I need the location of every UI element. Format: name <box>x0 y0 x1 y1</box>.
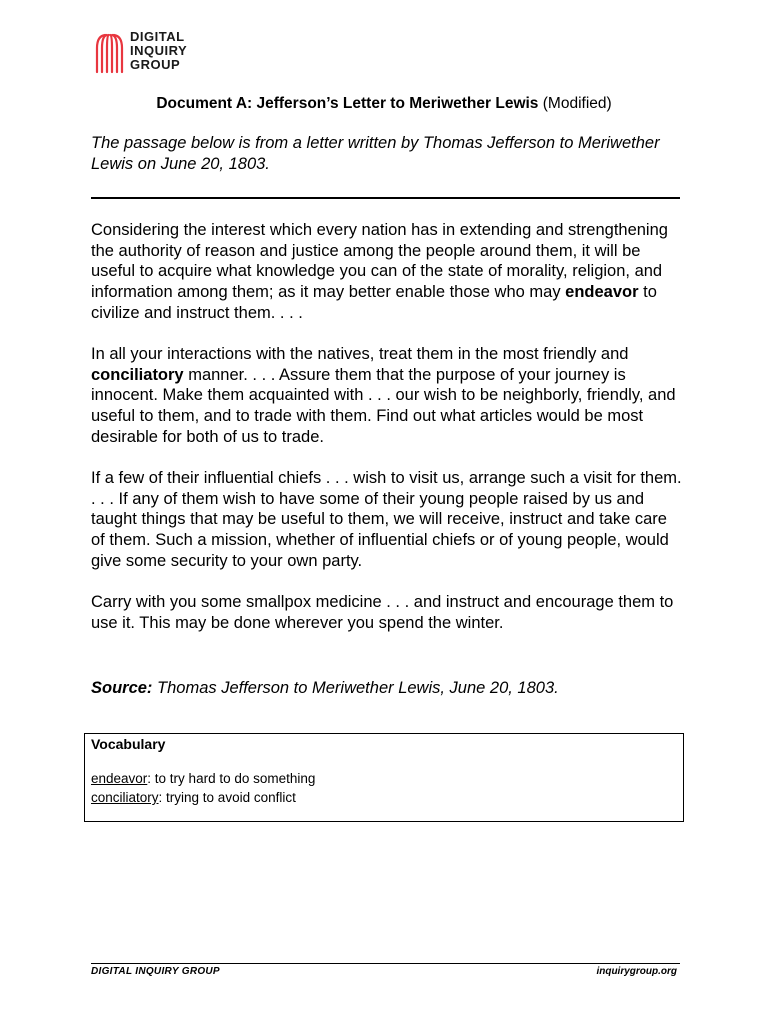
document-title-main: Document A: Jefferson’s Letter to Meriwether Lewis <box>156 95 539 112</box>
footer-website: inquirygroup.org <box>596 966 677 977</box>
intro-text: The passage below is from a letter written by Thomas Jefferson to Meriwether Lewis on June 20, 1803. <box>91 134 660 173</box>
logo-line-2: INQUIRY <box>130 43 188 58</box>
footer-divider <box>91 963 680 964</box>
source-label: Source: <box>91 679 153 697</box>
logo-mark-icon <box>94 32 126 74</box>
vocabulary-term: endeavor <box>91 771 148 786</box>
paragraph-1-text: Considering the interest which every nation has in extending and strengthening the authority of reason and justice among the people around them, it will be useful to acquire what knowledge you can of the state of morality, religion, and information among them; as it may better enable those who may <box>91 221 668 302</box>
vocab-term-endeavor: endeavor <box>565 283 639 302</box>
paragraph-4: Carry with you some smallpox medicine . . . and instruct and encourage them to use it. This may be done wherever you spend the winter. <box>91 593 674 632</box>
vocabulary-item <box>91 769 677 788</box>
paragraph-1 <box>91 220 683 324</box>
paragraph-1-text-end: to civilize and instruct them. . . . <box>91 283 657 322</box>
document-title <box>0 95 768 113</box>
letter-body <box>91 220 683 654</box>
vocabulary-item <box>91 788 677 807</box>
logo-text <box>130 30 187 72</box>
header-divider <box>91 197 680 199</box>
vocabulary-heading: Vocabulary <box>91 736 166 752</box>
logo-line-1: DIGITAL <box>130 29 185 44</box>
vocabulary-term: conciliatory <box>91 790 159 805</box>
brand-logo <box>94 30 224 78</box>
paragraph-2 <box>91 344 683 448</box>
vocab-term-conciliatory: conciliatory <box>91 365 184 384</box>
paragraph-2-text-end: manner. . . . Assure them that the purpose of your journey is innocent. Make them acquainted with . . . our wish to be neighborly, friendly, and useful to them, and to trade with them. Find out what articles would be most desirable for both of us to trade. <box>91 365 676 446</box>
logo-stroke <box>107 35 109 72</box>
vocabulary-box <box>84 733 684 822</box>
logo-stroke <box>110 35 112 72</box>
source-citation <box>91 679 691 698</box>
vocabulary-definition: : trying to avoid conflict <box>158 790 296 805</box>
paragraph-2-text: In all your interactions with the natives, treat them in the most friendly and <box>91 345 629 364</box>
footer-brand: DIGITAL INQUIRY GROUP <box>91 966 220 977</box>
vocabulary-definition: : to try hard to do something <box>147 771 316 786</box>
logo-line-3: GROUP <box>130 57 181 72</box>
source-text: Thomas Jefferson to Meriwether Lewis, June 20, 1803. <box>152 679 559 697</box>
document-title-suffix: (Modified) <box>542 95 612 112</box>
paragraph-3: If a few of their influential chiefs . . . wish to visit us, arrange such a visit for them. . . . If any of them wish to have some of their young people raised by us and taught things that may be useful to them, we will receive, instruct and take care of them. Such a mission, whether of influential chiefs or of young people, would give some security to your own party. <box>91 469 682 570</box>
